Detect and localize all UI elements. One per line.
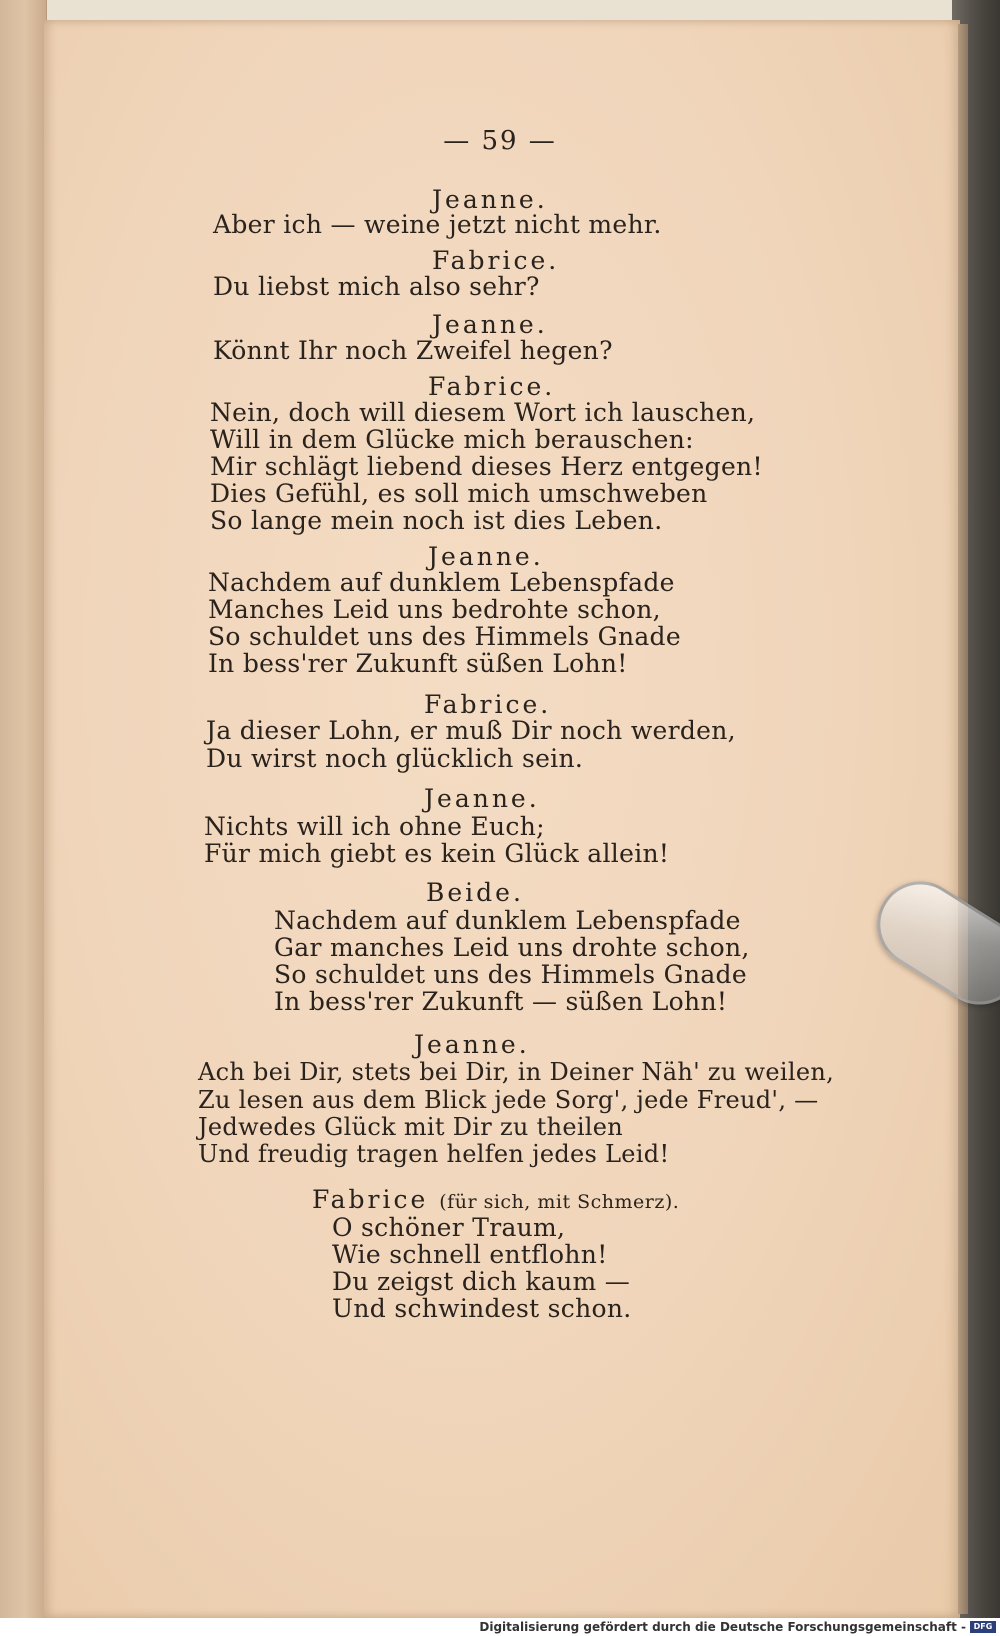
verse-line: Nachdem auf dunklem Lebenspfade: [208, 568, 675, 597]
speaker-label: Fabrice.: [428, 372, 556, 401]
verse-line: Manches Leid uns bedrohte schon,: [208, 595, 661, 624]
speaker-label: [312, 1185, 679, 1214]
speaker-label: Jeanne.: [414, 1030, 530, 1059]
speaker-label: Jeanne.: [428, 542, 544, 571]
verse-line: Du wirst noch glücklich sein.: [206, 744, 584, 773]
verse-line: Könnt Ihr noch Zweifel hegen?: [213, 336, 613, 365]
verse-line: Du liebst mich also sehr?: [213, 272, 540, 301]
speaker-label: Fabrice.: [424, 690, 552, 719]
verse-line: Aber ich — weine jetzt nicht mehr.: [213, 210, 662, 239]
dfg-logo: DFG: [970, 1621, 996, 1633]
speaker-label: Fabrice.: [432, 246, 560, 275]
speaker-label: Beide.: [426, 878, 524, 907]
speaker-label: Jeanne.: [432, 185, 548, 214]
verse-line: Wie schnell entflohn!: [332, 1240, 608, 1269]
verse-line: Und schwindest schon.: [332, 1294, 632, 1323]
verse-line: Jedwedes Glück mit Dir zu theilen: [198, 1113, 624, 1141]
verse-line: So lange mein noch ist dies Leben.: [210, 506, 663, 535]
verse-line: Nein, doch will diesem Wort ich lauschen,: [210, 398, 756, 427]
verse-line: In bess'rer Zukunft süßen Lohn!: [208, 649, 628, 678]
stage-direction: (für sich, mit Schmerz).: [439, 1191, 680, 1213]
verse-line: Gar manches Leid uns drohte schon,: [274, 933, 750, 962]
verse-line: Ach bei Dir, stets bei Dir, in Deiner Näh' zu weilen,: [198, 1058, 835, 1086]
verse-line: In bess'rer Zukunft — süßen Lohn!: [274, 987, 728, 1016]
verse-line: O schöner Traum,: [332, 1213, 566, 1242]
verse-line: So schuldet uns des Himmels Gnade: [274, 960, 747, 989]
funding-credit: Digitalisierung gefördert durch die Deutsche Forschungsgemeinschaft -: [479, 1620, 966, 1634]
verse-line: Mir schlägt liebend dieses Herz entgegen!: [210, 452, 763, 481]
page-stack-edge: [958, 24, 968, 1614]
verse-line: Nachdem auf dunklem Lebenspfade: [274, 906, 741, 935]
verse-line: Nichts will ich ohne Euch;: [204, 812, 545, 841]
digitization-footer: [0, 1618, 1000, 1636]
speaker-label: Jeanne.: [424, 784, 540, 813]
verse-line: Ja dieser Lohn, er muß Dir noch werden,: [206, 716, 736, 745]
verse-line: Dies Gefühl, es soll mich umschweben: [210, 479, 708, 508]
verse-line: Für mich giebt es kein Glück allein!: [204, 839, 670, 868]
verse-line: Und freudig tragen helfen jedes Leid!: [198, 1140, 670, 1168]
page-number: — 59 —: [443, 126, 557, 156]
verse-line: Du zeigst dich kaum —: [332, 1267, 631, 1296]
verse-line: Zu lesen aus dem Blick jede Sorg', jede Freud', —: [198, 1086, 819, 1114]
speaker-label: Jeanne.: [432, 310, 548, 339]
verse-line: So schuldet uns des Himmels Gnade: [208, 622, 681, 651]
previous-page-edge: [0, 0, 47, 1620]
verse-line: Will in dem Glücke mich berauschen:: [210, 425, 694, 454]
speaker-name: Fabrice: [312, 1185, 429, 1214]
